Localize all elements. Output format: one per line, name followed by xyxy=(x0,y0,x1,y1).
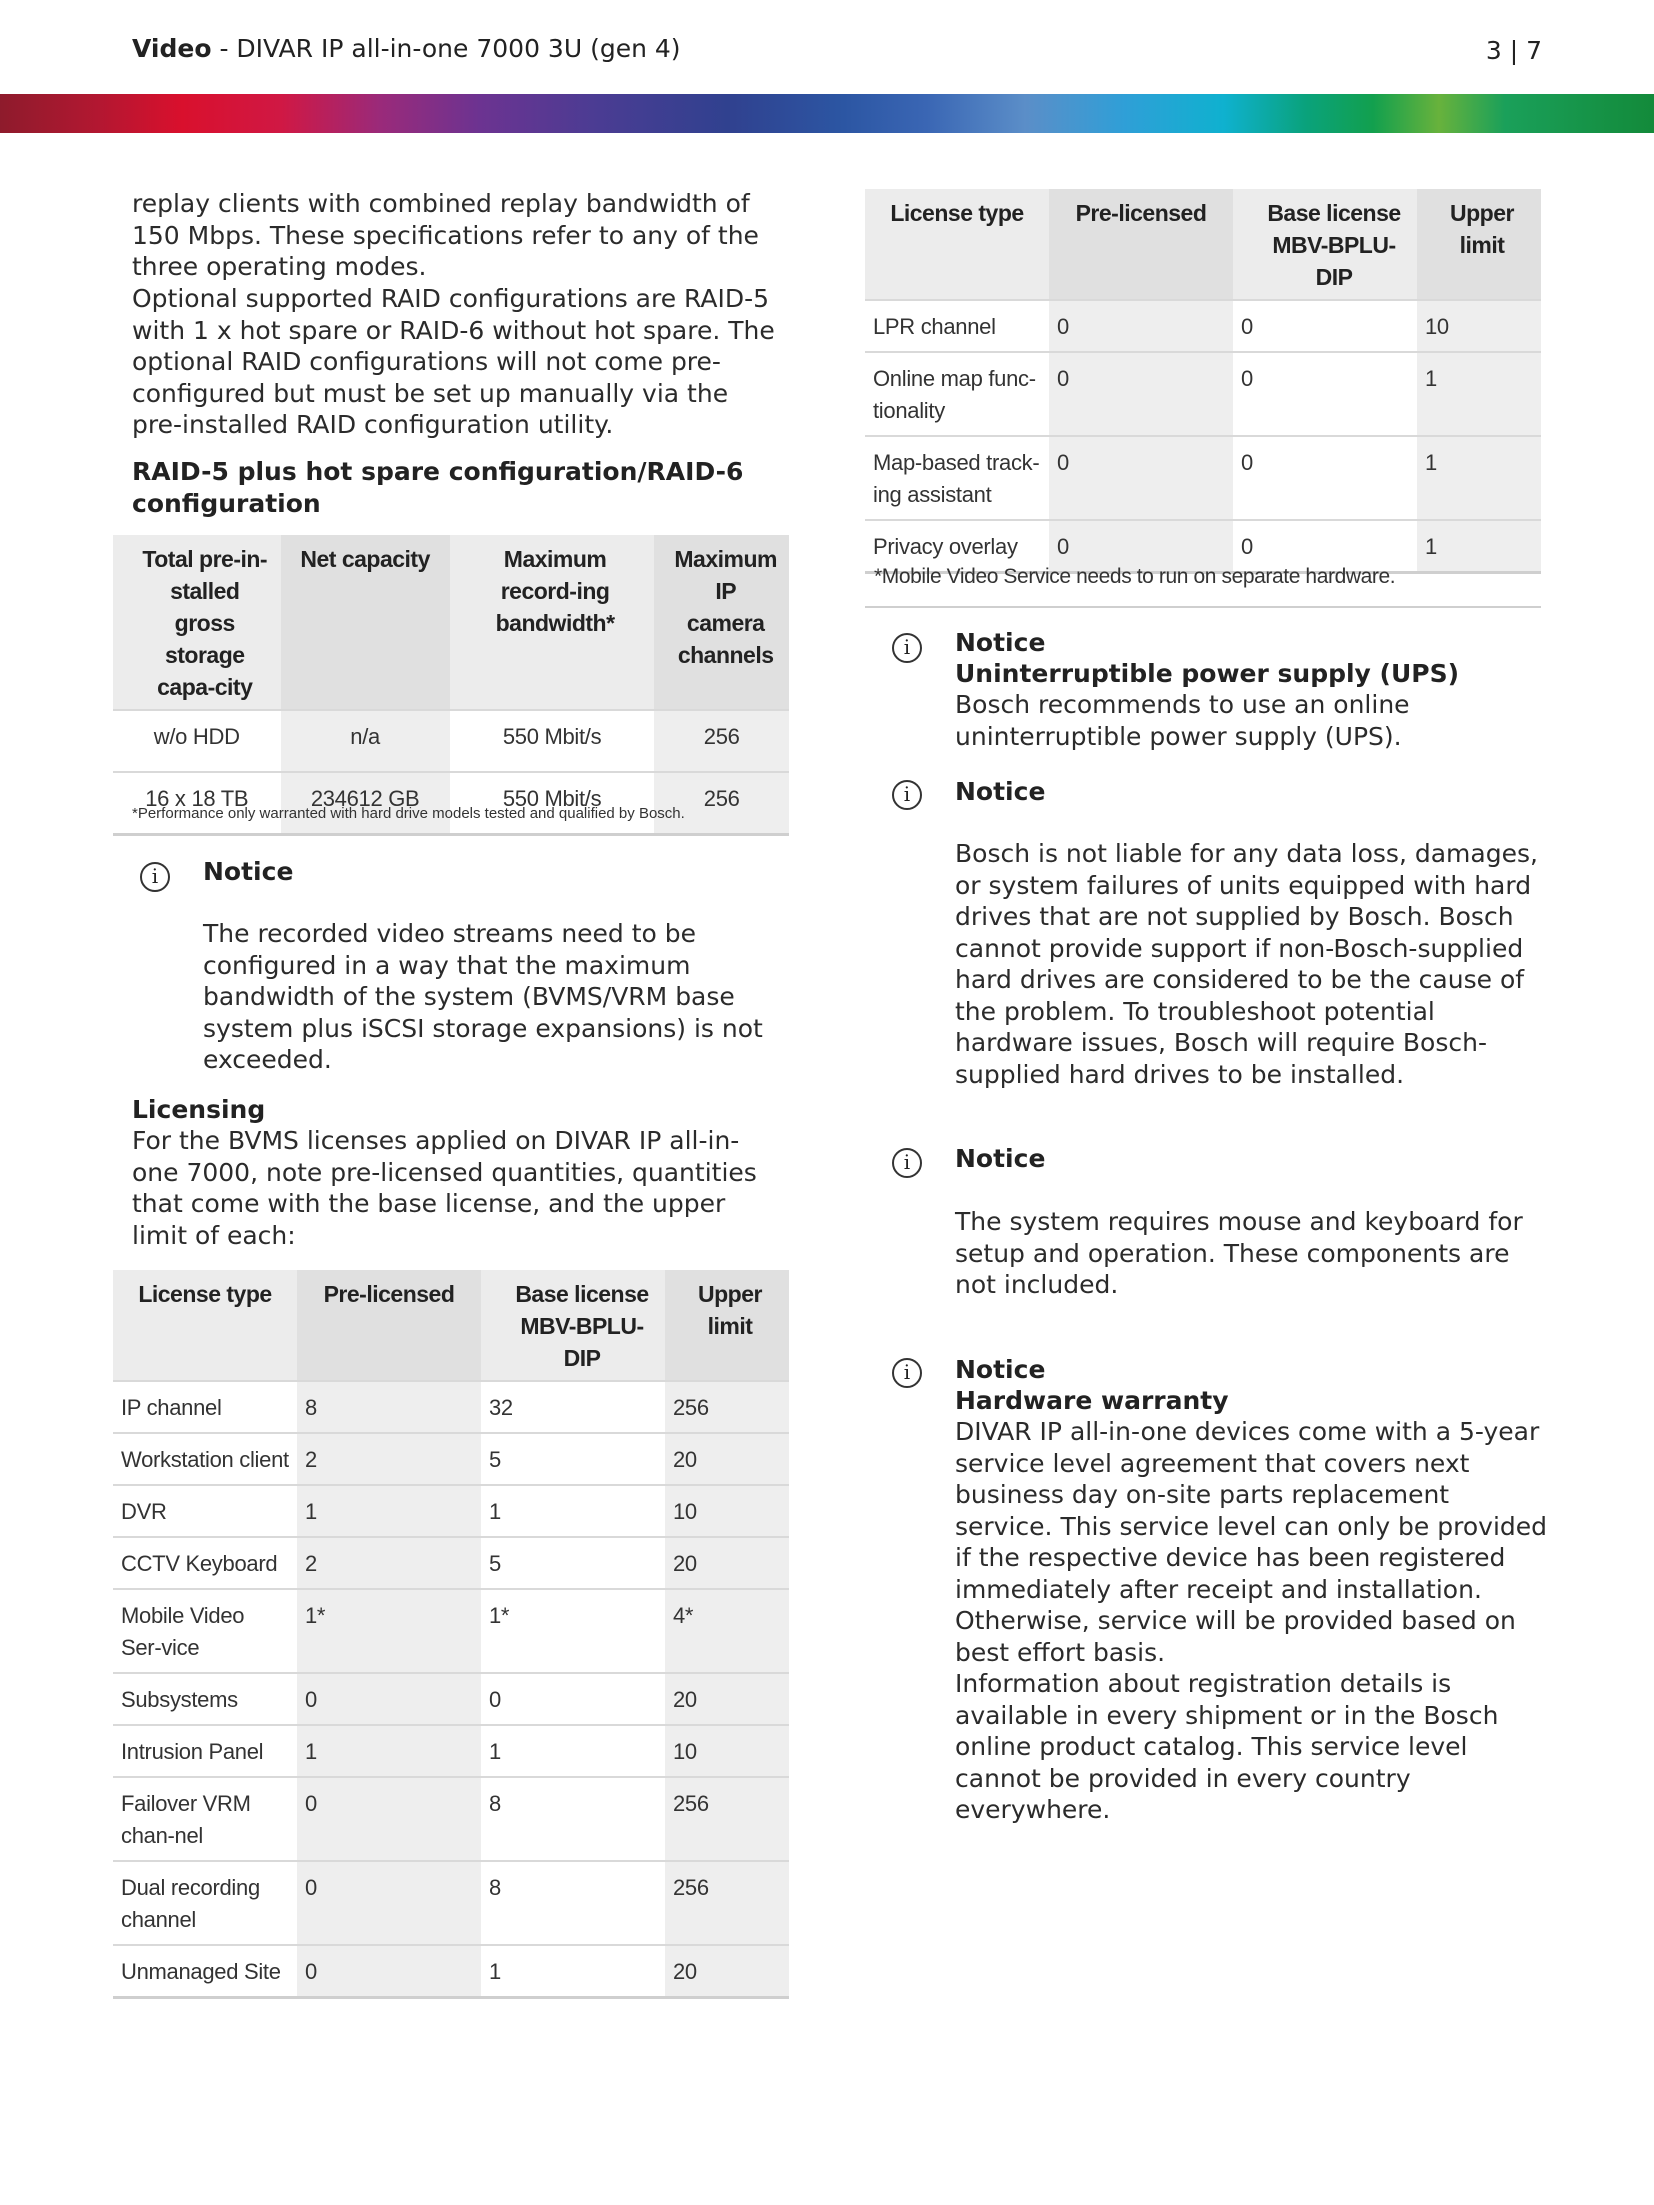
notice-body: The system requires mouse and keyboard for setup and operation. These components are not included. xyxy=(955,1207,1523,1299)
document-header xyxy=(132,34,681,63)
table-cell: 5 xyxy=(481,1433,665,1485)
table-cell: 256 xyxy=(665,1861,789,1945)
table-cell: Privacy overlay xyxy=(865,520,1049,573)
table-cell: Map-based track-ing assistant xyxy=(865,436,1049,520)
table-cell: 20 xyxy=(665,1537,789,1589)
license-table-footnote: *Mobile Video Service needs to run on separate hardware. xyxy=(874,565,1396,588)
table-cell: 8 xyxy=(297,1381,481,1433)
table-cell: Online map func-tionality xyxy=(865,352,1049,436)
header-cell: Net capacity xyxy=(281,535,450,710)
table-cell: 10 xyxy=(665,1725,789,1777)
table-cell: 1 xyxy=(297,1725,481,1777)
notice-subtitle: Hardware warranty xyxy=(955,1386,1229,1415)
notice-body: Information about registration details is available in every shipment or in the Bosch online product catalog. This service level cannot be provided in every country everywhere. xyxy=(955,1669,1499,1824)
table-row xyxy=(113,1861,789,1945)
table-cell: 16 x 18 TB xyxy=(113,772,281,834)
notice-title: Notice xyxy=(955,1355,1046,1384)
table-row xyxy=(113,710,789,772)
table-row xyxy=(113,1673,789,1725)
brand-color-bar xyxy=(0,94,1654,133)
header-cell: License type xyxy=(865,189,1049,300)
table-cell: 550 Mbit/s xyxy=(450,710,655,772)
notice-body: Bosch is not liable for any data loss, damages, or system failures of units equipped with hard drives that are not supplied by Bosch. Bosch cannot provide support if non-Bosch-supplied hard drives are considered to be the cause of the problem. To troubleshoot potential hardware issues, Bosch will require Bosch-supplied hard drives to be installed. xyxy=(955,839,1538,1089)
table-cell: 0 xyxy=(1233,352,1417,436)
table-cell: 20 xyxy=(665,1945,789,1998)
license-table-header xyxy=(865,189,1541,300)
table-cell: 234612 GB xyxy=(281,772,450,834)
table-row xyxy=(113,1537,789,1589)
notice-title: Notice xyxy=(955,628,1046,657)
table-cell: 0 xyxy=(1233,436,1417,520)
table-cell: 1* xyxy=(481,1589,665,1673)
licensing-paragraph: For the BVMS licenses applied on DIVAR IP all-in-one 7000, note pre-licensed quantities, quantities that come with the base license, and the upper limit of each: xyxy=(132,1126,757,1250)
table-cell: 1 xyxy=(1417,436,1541,520)
table-row xyxy=(865,352,1541,436)
table-cell: 1 xyxy=(1417,520,1541,573)
table-cell: 0 xyxy=(297,1861,481,1945)
table-cell: 0 xyxy=(1049,520,1233,573)
license-table-continued xyxy=(865,189,1541,574)
product-category: Video xyxy=(132,34,212,63)
notice-body: The recorded video streams need to be configured in a way that the maximum bandwidth of the system (BVMS/VRM base system plus iSCSI storage expansions) is not exceeded. xyxy=(203,919,763,1074)
raid-table-header xyxy=(113,535,789,710)
table-cell: Intrusion Panel xyxy=(113,1725,297,1777)
table-cell: CCTV Keyboard xyxy=(113,1537,297,1589)
notice-title: Notice xyxy=(203,857,294,886)
table-cell: 0 xyxy=(1233,520,1417,573)
table-cell: Dual recording channel xyxy=(113,1861,297,1945)
table-cell: 20 xyxy=(665,1433,789,1485)
table-cell: 0 xyxy=(297,1777,481,1861)
notice-title: Notice xyxy=(955,777,1046,806)
raid-paragraph: Optional supported RAID configurations are RAID-5 with 1 x hot spare or RAID-6 without hot spare. The optional RAID configurations will not come pre-configured but must be set up manually via the pre-installed RAID configuration utility. xyxy=(132,284,775,439)
table-cell: w/o HDD xyxy=(113,710,281,772)
table-cell: 1 xyxy=(481,1485,665,1537)
header-cell: Maximum IP camera channels xyxy=(654,535,789,710)
header-cell: Base license MBV-BPLU-DIP xyxy=(481,1270,665,1381)
table-row xyxy=(113,1433,789,1485)
header-cell: Upper limit xyxy=(1417,189,1541,300)
table-row xyxy=(865,300,1541,352)
page-number: 3 | 7 xyxy=(1485,36,1542,65)
raid-heading: RAID-5 plus hot spare configuration/RAID-6 configuration xyxy=(132,457,744,518)
raid-table-footnote: *Performance only warranted with hard drive models tested and qualified by Bosch. xyxy=(132,805,685,822)
table-cell: 8 xyxy=(481,1861,665,1945)
table-cell: 0 xyxy=(481,1673,665,1725)
license-table-header xyxy=(113,1270,789,1381)
table-cell: 256 xyxy=(654,772,789,834)
table-cell: 32 xyxy=(481,1381,665,1433)
table-cell: LPR channel xyxy=(865,300,1049,352)
table-cell: 1 xyxy=(481,1725,665,1777)
license-table xyxy=(113,1270,789,1999)
notice-body: DIVAR IP all-in-one devices come with a 5-year service level agreement that covers next business day on-site parts replacement service. This service level can only be provided if the respective device has been registered immediately after receipt and installation. Otherwise, service will be provided based on best effort basis. xyxy=(955,1417,1548,1667)
table-cell: 5 xyxy=(481,1537,665,1589)
info-icon: i xyxy=(140,862,170,892)
notice-title: Notice xyxy=(955,1144,1046,1173)
product-name: - DIVAR IP all-in-one 7000 3U (gen 4) xyxy=(211,34,681,63)
table-cell: 8 xyxy=(481,1777,665,1861)
table-row xyxy=(113,1589,789,1673)
table-cell: 0 xyxy=(1233,300,1417,352)
table-cell: 256 xyxy=(665,1777,789,1861)
info-icon: i xyxy=(892,1148,922,1178)
raid-table xyxy=(113,535,789,836)
table-cell: 0 xyxy=(1049,436,1233,520)
table-cell: Failover VRM chan-nel xyxy=(113,1777,297,1861)
table-row xyxy=(113,1945,789,1998)
table-cell: 2 xyxy=(297,1433,481,1485)
table-cell: 1 xyxy=(481,1945,665,1998)
header-cell: License type xyxy=(113,1270,297,1381)
table-cell: DVR xyxy=(113,1485,297,1537)
table-row xyxy=(865,436,1541,520)
header-cell: Total pre-in-stalled gross storage capa-city xyxy=(113,535,281,710)
table-row xyxy=(113,1777,789,1861)
table-cell: 1* xyxy=(297,1589,481,1673)
info-icon: i xyxy=(892,1358,922,1388)
header-cell: Pre-licensed xyxy=(297,1270,481,1381)
table-cell: 2 xyxy=(297,1537,481,1589)
header-cell: Base license MBV-BPLU-DIP xyxy=(1233,189,1417,300)
table-cell: 256 xyxy=(654,710,789,772)
table-cell: 256 xyxy=(665,1381,789,1433)
table-cell: 0 xyxy=(297,1945,481,1998)
table-cell: 10 xyxy=(1417,300,1541,352)
table-cell: 20 xyxy=(665,1673,789,1725)
notice-body: Bosch recommends to use an online uninterruptible power supply (UPS). xyxy=(955,690,1410,751)
table-row xyxy=(113,1381,789,1433)
footnote-divider xyxy=(865,606,1541,608)
table-cell: 0 xyxy=(1049,352,1233,436)
table-cell: Unmanaged Site xyxy=(113,1945,297,1998)
header-cell: Upper limit xyxy=(665,1270,789,1381)
table-cell: Subsystems xyxy=(113,1673,297,1725)
table-cell: 0 xyxy=(1049,300,1233,352)
table-cell: 550 Mbit/s xyxy=(450,772,655,834)
header-cell: Maximum record-ing bandwidth* xyxy=(450,535,655,710)
table-cell: IP channel xyxy=(113,1381,297,1433)
table-cell: Workstation client xyxy=(113,1433,297,1485)
table-cell: 0 xyxy=(297,1673,481,1725)
header-cell: Pre-licensed xyxy=(1049,189,1233,300)
info-icon: i xyxy=(892,633,922,663)
table-cell: n/a xyxy=(281,710,450,772)
table-row xyxy=(113,1725,789,1777)
table-cell: Mobile Video Ser-vice xyxy=(113,1589,297,1673)
licensing-heading: Licensing xyxy=(132,1095,266,1124)
table-row xyxy=(113,772,789,834)
table-cell: 1 xyxy=(297,1485,481,1537)
info-icon: i xyxy=(892,780,922,810)
table-cell: 4* xyxy=(665,1589,789,1673)
notice-subtitle: Uninterruptible power supply (UPS) xyxy=(955,659,1460,688)
table-row xyxy=(113,1485,789,1537)
intro-paragraph: replay clients with combined replay bandwidth of 150 Mbps. These specifications refer to any of the three operating modes. xyxy=(132,189,759,281)
table-cell: 1 xyxy=(1417,352,1541,436)
table-cell: 10 xyxy=(665,1485,789,1537)
